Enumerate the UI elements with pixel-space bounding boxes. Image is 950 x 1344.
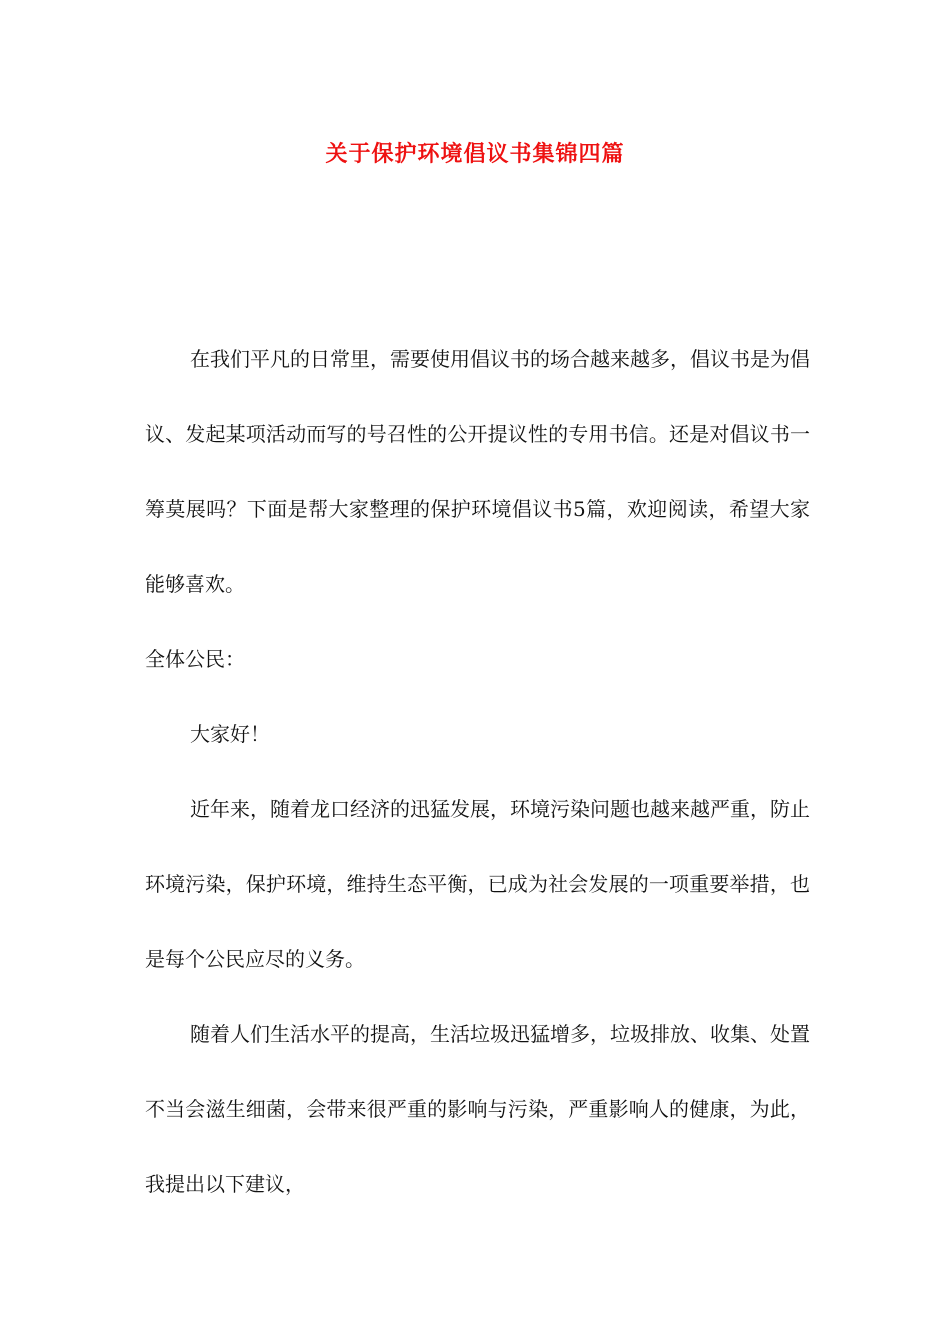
document-title: 关于保护环境倡议书集锦四篇 (325, 141, 625, 167)
document-body (145, 322, 810, 1222)
greeting: 大家好！ (190, 722, 270, 746)
body-paragraph-1: 近年来，随着龙口经济的迅猛发展，环境污染问题也越来越严重，防止环境污染，保护环境，维持生态平衡，已成为社会发展的一项重要举措，也是每个公民应尽的义务。 (145, 797, 810, 971)
body-paragraph-2: 随着人们生活水平的提高，生活垃圾迅猛增多，垃圾排放、收集、处置不当会滋生细菌，会带来很严重的影响与污染，严重影响人的健康，为此，我提出以下建议， (145, 1022, 810, 1196)
intro-paragraph: 在我们平凡的日常里，需要使用倡议书的场合越来越多，倡议书是为倡议、发起某项活动而写的号召性的公开提议性的专用书信。还是对倡议书一筹莫展吗？下面是帮大家整理的保护环境倡议书5篇，欢迎阅读，希望大家能够喜欢。 (145, 347, 810, 596)
salutation: 全体公民： (145, 647, 245, 671)
